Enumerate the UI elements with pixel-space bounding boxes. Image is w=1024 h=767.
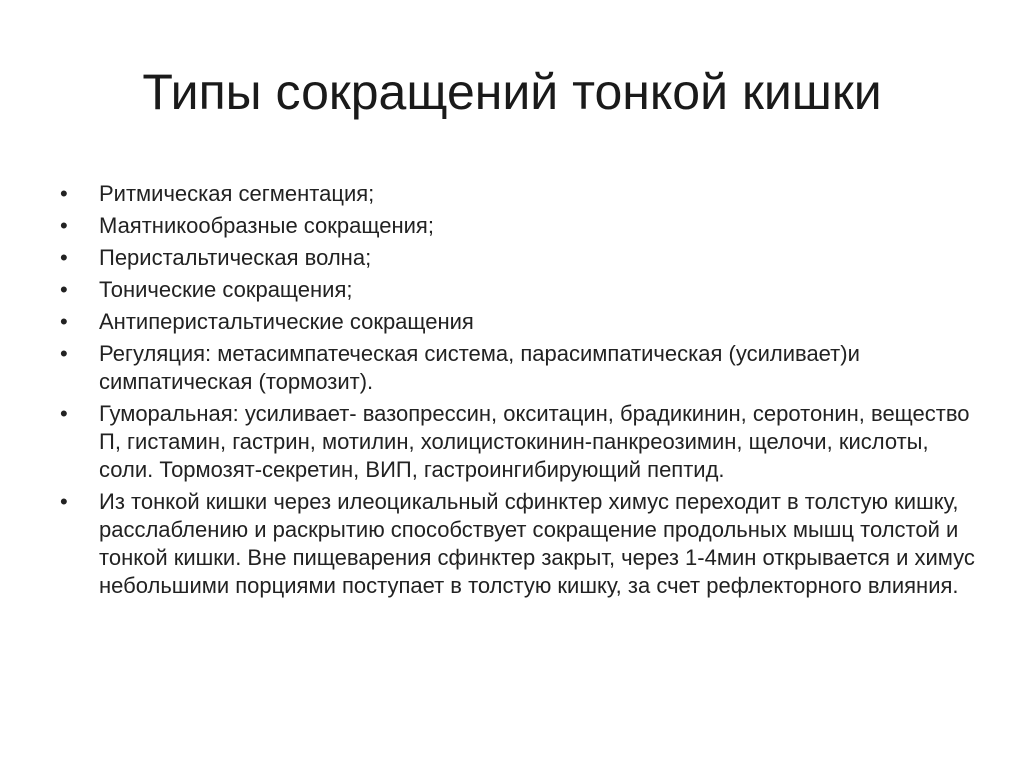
bullet-item (60, 244, 980, 272)
bullet-text: Маятникообразные сокращения; (99, 213, 434, 238)
bullet-item (60, 276, 980, 304)
bullet-text: Гуморальная: усиливает- вазопрессин, окситацин, брадикинин, серотонин, вещество П, гистамин, гастрин, мотилин, холицистокинин-панкреозимин, щелочи, кислоты, соли. Тормозят-секретин, ВИП, гастроингибирующий пептид. (99, 401, 970, 482)
bullet-dot: • (60, 245, 68, 270)
bullet-text: Регуляция: метасимпатеческая система, парасимпатическая (усиливает)и симпатическая (тормозит). (99, 341, 860, 394)
bullet-list (60, 180, 980, 604)
bullet-dot: • (60, 401, 68, 426)
bullet-dot: • (60, 309, 68, 334)
bullet-item (60, 308, 980, 336)
bullet-item (60, 400, 980, 484)
bullet-dot: • (60, 213, 68, 238)
bullet-item (60, 212, 980, 240)
bullet-dot: • (60, 277, 68, 302)
bullet-item (60, 488, 980, 600)
bullet-item (60, 180, 980, 208)
bullet-text: Антиперистальтические сокращения (99, 309, 474, 334)
slide-title: Типы сокращений тонкой кишки (142, 64, 882, 120)
bullet-item (60, 340, 980, 396)
bullet-text: Из тонкой кишки через илеоцикальный сфинктер химус переходит в толстую кишку, расслаблению и раскрытию способствует сокращение продольных мышц толстой и тонкой кишки. Вне пищеварения сфинктер закрыт, через 1-4мин открывается и химус небольшими порциями поступает в толстую кишку, за счет рефлекторного влияния. (99, 489, 975, 598)
bullet-dot: • (60, 489, 68, 514)
bullet-text: Ритмическая сегментация; (99, 181, 375, 206)
bullet-text: Перистальтическая волна; (99, 245, 372, 270)
bullet-dot: • (60, 341, 68, 366)
bullet-dot: • (60, 181, 68, 206)
bullet-text: Тонические сокращения; (99, 277, 353, 302)
